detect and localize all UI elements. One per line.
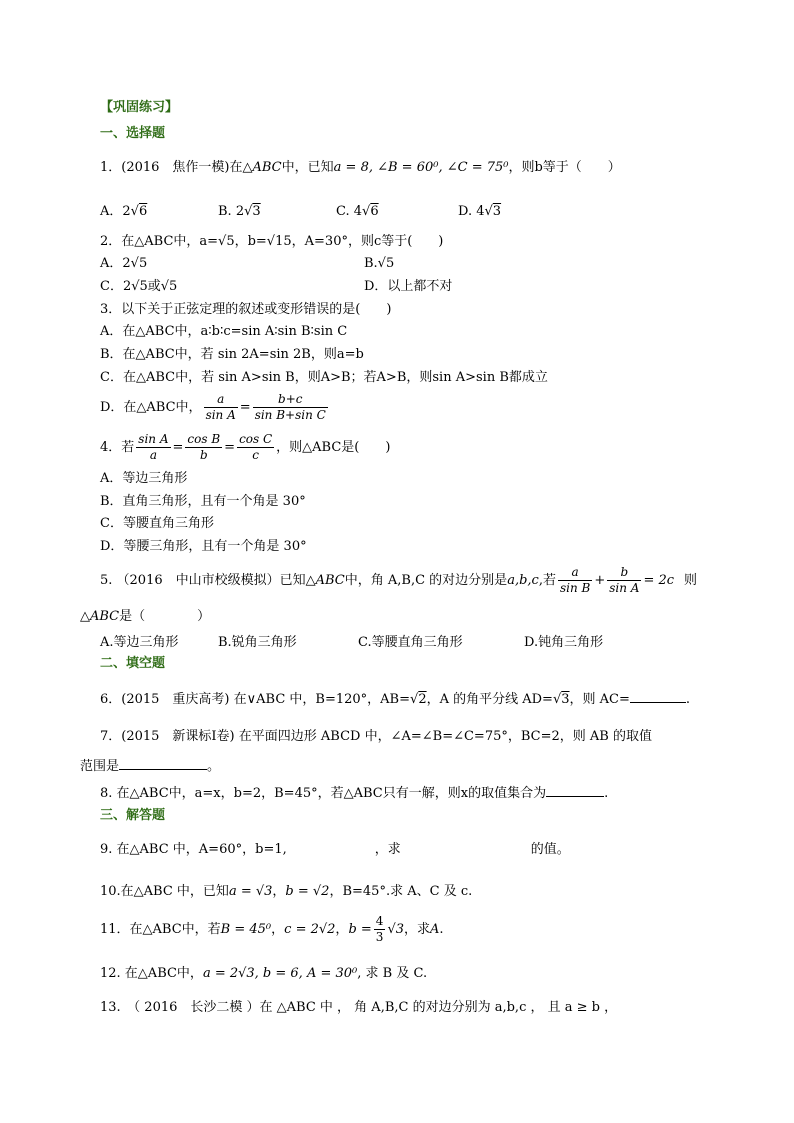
fraction: $\frac{a}{\text{sin A}}$ bbox=[205, 392, 236, 422]
question-8: 8. 在△ABC中，a=x，b=2，B=45°，若△ABC只有一解，则x的取值集合为 . bbox=[100, 786, 609, 801]
question-6: 6．(2015 重庆高考) 在∨ABC 中，B=120°，AB=√2，A 的角平分线 AD=√3，则 AC= . bbox=[100, 692, 691, 707]
q4-option-b: B．直角三角形，且有一个角是 30° bbox=[100, 494, 306, 509]
q4-option-a: A．等边三角形 bbox=[100, 471, 188, 486]
q4-option-c: C．等腰直角三角形 bbox=[100, 516, 214, 531]
q4-option-d: D．等腰三角形，且有一个角是 30° bbox=[100, 539, 307, 554]
answer-blank bbox=[119, 757, 207, 770]
q1-option-b: B. 2√3 bbox=[218, 204, 261, 219]
fraction: $\frac{b+c}{\text{sin B+sin C}}$ bbox=[254, 392, 326, 422]
q2-option-b: B.√5 bbox=[364, 256, 395, 271]
question-9: 9. 在△ABC 中，A=60°，b=1, ，求 的值。 bbox=[100, 842, 570, 857]
question-4: 4．若 $\frac{\text{sin A}}{a}$ = $\frac{\text{cos B}}{b}$ = $\frac{\text{cos C}}{c}$ ，则△ABC是( ) bbox=[100, 432, 391, 462]
q5-option-b: B.锐角三角形 bbox=[218, 635, 297, 650]
q1-option-a: A．2√6 bbox=[100, 204, 148, 219]
q3-option-a: A．在△ABC中，a∶b∶c=sin A∶sin B∶sin C bbox=[100, 324, 348, 339]
q2-option-a: A．2√5 bbox=[100, 256, 148, 271]
question-3: 3．以下关于正弦定理的叙述或变形错误的是( ) bbox=[100, 302, 392, 317]
q2-option-c: C．2√5或√5 bbox=[100, 279, 178, 294]
exercise-header: 【巩固练习】 bbox=[100, 100, 179, 115]
q3-option-b: B．在△ABC中，若 sin 2A=sin 2B，则a=b bbox=[100, 347, 364, 362]
fraction: $\frac{\text{sin A}}{a}$ bbox=[138, 432, 169, 462]
q3-option-c: C．在△ABC中，若 sin A>sin B，则A>B；若A>B，则sin A>sin B都成立 bbox=[100, 370, 548, 385]
question-7: 7．(2015 新课标Ⅰ卷) 在平面四边形 ABCD 中，∠A=∠B=∠C=75°，BC=2，则 AB 的取值 bbox=[100, 729, 652, 744]
question-12: 12. 在△ABC中，a = 2√3, b = 6, A = 30⁰, 求 B 及 C. bbox=[100, 966, 428, 981]
q5-line2: △ABC是（ ） bbox=[80, 609, 211, 624]
answer-blank bbox=[546, 784, 604, 797]
q5-option-c: C.等腰直角三角形 bbox=[358, 635, 463, 650]
fraction: $\frac{4}{3}$ bbox=[375, 914, 384, 944]
fraction: $\frac{a}{\text{sin B}}$ bbox=[559, 565, 591, 595]
answer-blank bbox=[630, 690, 686, 703]
q2-option-d: D．以上都不对 bbox=[364, 279, 453, 294]
question-10: 10.在△ABC 中，已知a = √3，b = √2，B=45°.求 A、C 及 c. bbox=[100, 884, 473, 899]
q5-option-a: A.等边三角形 bbox=[100, 635, 179, 650]
section-answer: 三、解答题 bbox=[100, 808, 166, 823]
question-13: 13. （ 2016 长沙二模 ）在 △ABC 中 ， 角 A,B,C 的对边分别为 a,b,c ， 且 a ≥ b ， bbox=[100, 1000, 618, 1015]
question-1: 1．(2016 焦作一模)在△ABC中，已知a = 8, ∠B = 60⁰, ∠C = 75⁰，则b等于（ ） bbox=[100, 160, 621, 175]
q1-option-c: C. 4√6 bbox=[336, 204, 379, 219]
question-5: 5. （2016 中山市校级模拟）已知△ABC中，角 A,B,C 的对边分别是a,b,c,若 $\frac{a}{\text{sin B}}$ + $\frac{b}{\text{sin A}}$ = 2c 则 bbox=[100, 565, 698, 595]
q3-option-d: D．在△ABC中， $\frac{a}{\text{sin A}}$ = $\frac{b+c}{\text{sin B+sin C}}$ bbox=[100, 392, 326, 422]
question-11: 11．在△ABC中，若B = 45⁰，c = 2√2，b = $\frac{4}{3}$ √3，求A. bbox=[100, 914, 444, 944]
fraction: $\frac{\text{cos C}}{c}$ bbox=[239, 432, 273, 462]
question-2: 2．在△ABC中，a=√5，b=√15，A=30°，则c等于( ) bbox=[100, 234, 444, 249]
q5-option-d: D.钝角三角形 bbox=[524, 635, 604, 650]
fraction: $\frac{\text{cos B}}{b}$ bbox=[187, 432, 221, 462]
fraction: $\frac{b}{\text{sin A}}$ bbox=[609, 565, 640, 595]
question-7-line2: 范围是 。 bbox=[80, 759, 221, 774]
section-fill-in: 二、填空题 bbox=[100, 656, 166, 671]
q1-option-d: D. 4√3 bbox=[458, 204, 502, 219]
section-multiple-choice: 一、选择题 bbox=[100, 126, 166, 141]
